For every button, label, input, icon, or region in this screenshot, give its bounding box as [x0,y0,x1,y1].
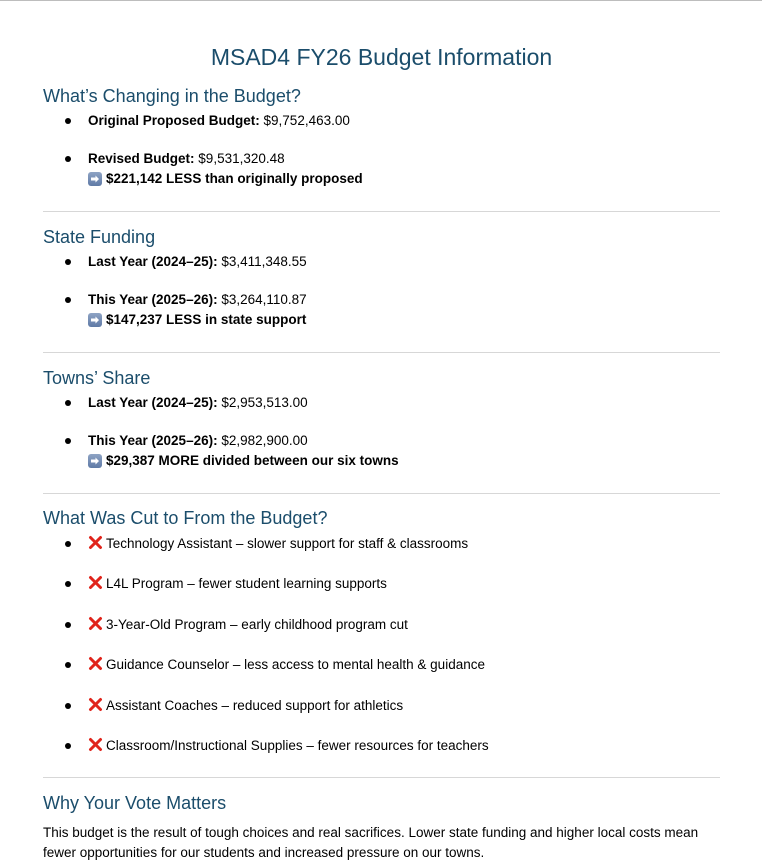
state-this-year-value: $3,264,110.87 [221,292,307,307]
bullet-icon [65,743,71,749]
list-item [43,393,720,413]
vote-paragraph: This budget is the result of tough choices and real sacrifices. Lower state funding and higher local costs mean fewer opportunities for our students and increased pressure on our towns. [43,825,699,860]
towns-last-year-value: $2,953,513.00 [221,395,308,410]
section-towns-share [43,367,720,471]
section-divider [43,211,720,212]
red-x-icon [88,575,103,590]
section-heading: State Funding [43,227,156,247]
section-heading: What’s Changing in the Budget? [43,86,301,106]
section-divider [43,493,720,494]
list-item: Classroom/Instructional Supplies – fewer resources for teachers [43,736,720,756]
section-vote-matters [43,792,720,814]
bullet-icon [65,581,71,587]
section-budget-changes [43,85,720,189]
red-x-icon [88,656,103,671]
list-item: 3-Year-Old Program – early childhood program cut [43,615,720,635]
section-divider [43,777,720,778]
list-item: L4L Program – fewer student learning supports [43,574,720,594]
bullet-icon [65,297,71,303]
towns-this-year-label: This Year (2025–26): [88,433,218,448]
red-x-icon [88,535,103,550]
red-x-icon [88,697,103,712]
bullet-icon [65,541,71,547]
bullet-icon [65,400,71,406]
right-arrow-icon [88,454,102,468]
bullet-icon [65,662,71,668]
original-budget-value: $9,752,463.00 [263,113,350,128]
revised-budget-label: Revised Budget: [88,151,195,166]
bullet-icon [65,259,71,265]
document-title: MSAD4 FY26 Budget Information [210,44,553,70]
list-item [43,149,720,189]
towns-last-year-label: Last Year (2024–25): [88,395,218,410]
section-divider [43,352,720,353]
bullet-icon [65,703,71,709]
list-item: Assistant Coaches – reduced support for athletics [43,696,720,716]
original-budget-label: Original Proposed Budget: [88,113,260,128]
list-item: Technology Assistant – slower support for staff & classrooms [43,534,720,554]
list-item [43,111,720,131]
section-heading: Why Your Vote Matters [43,793,227,813]
revised-budget-value: $9,531,320.48 [198,151,285,166]
red-x-icon [88,616,103,631]
right-arrow-icon [88,172,102,186]
state-last-year-label: Last Year (2024–25): [88,254,218,269]
state-last-year-value: $3,411,348.55 [221,254,307,269]
state-funding-note: $147,237 LESS in state support [88,310,720,330]
revised-budget-note: $221,142 LESS than originally proposed [88,169,720,189]
towns-share-note: $29,387 MORE divided between our six towns [88,451,720,471]
section-heading: Towns’ Share [43,368,151,388]
bullet-icon [65,622,71,628]
towns-this-year-value: $2,982,900.00 [221,433,308,448]
list-item [43,290,720,330]
bullet-icon [65,438,71,444]
right-arrow-icon [88,313,102,327]
section-state-funding [43,226,720,330]
section-heading: What Was Cut to From the Budget? [43,508,328,528]
bullet-icon [65,156,71,162]
list-item: Guidance Counselor – less access to mental health & guidance [43,655,720,675]
list-item [43,252,720,272]
page-top-border [0,0,762,1]
list-item [43,431,720,471]
section-budget-cuts [43,507,720,756]
state-this-year-label: This Year (2025–26): [88,292,218,307]
red-x-icon [88,737,103,752]
bullet-icon [65,118,71,124]
